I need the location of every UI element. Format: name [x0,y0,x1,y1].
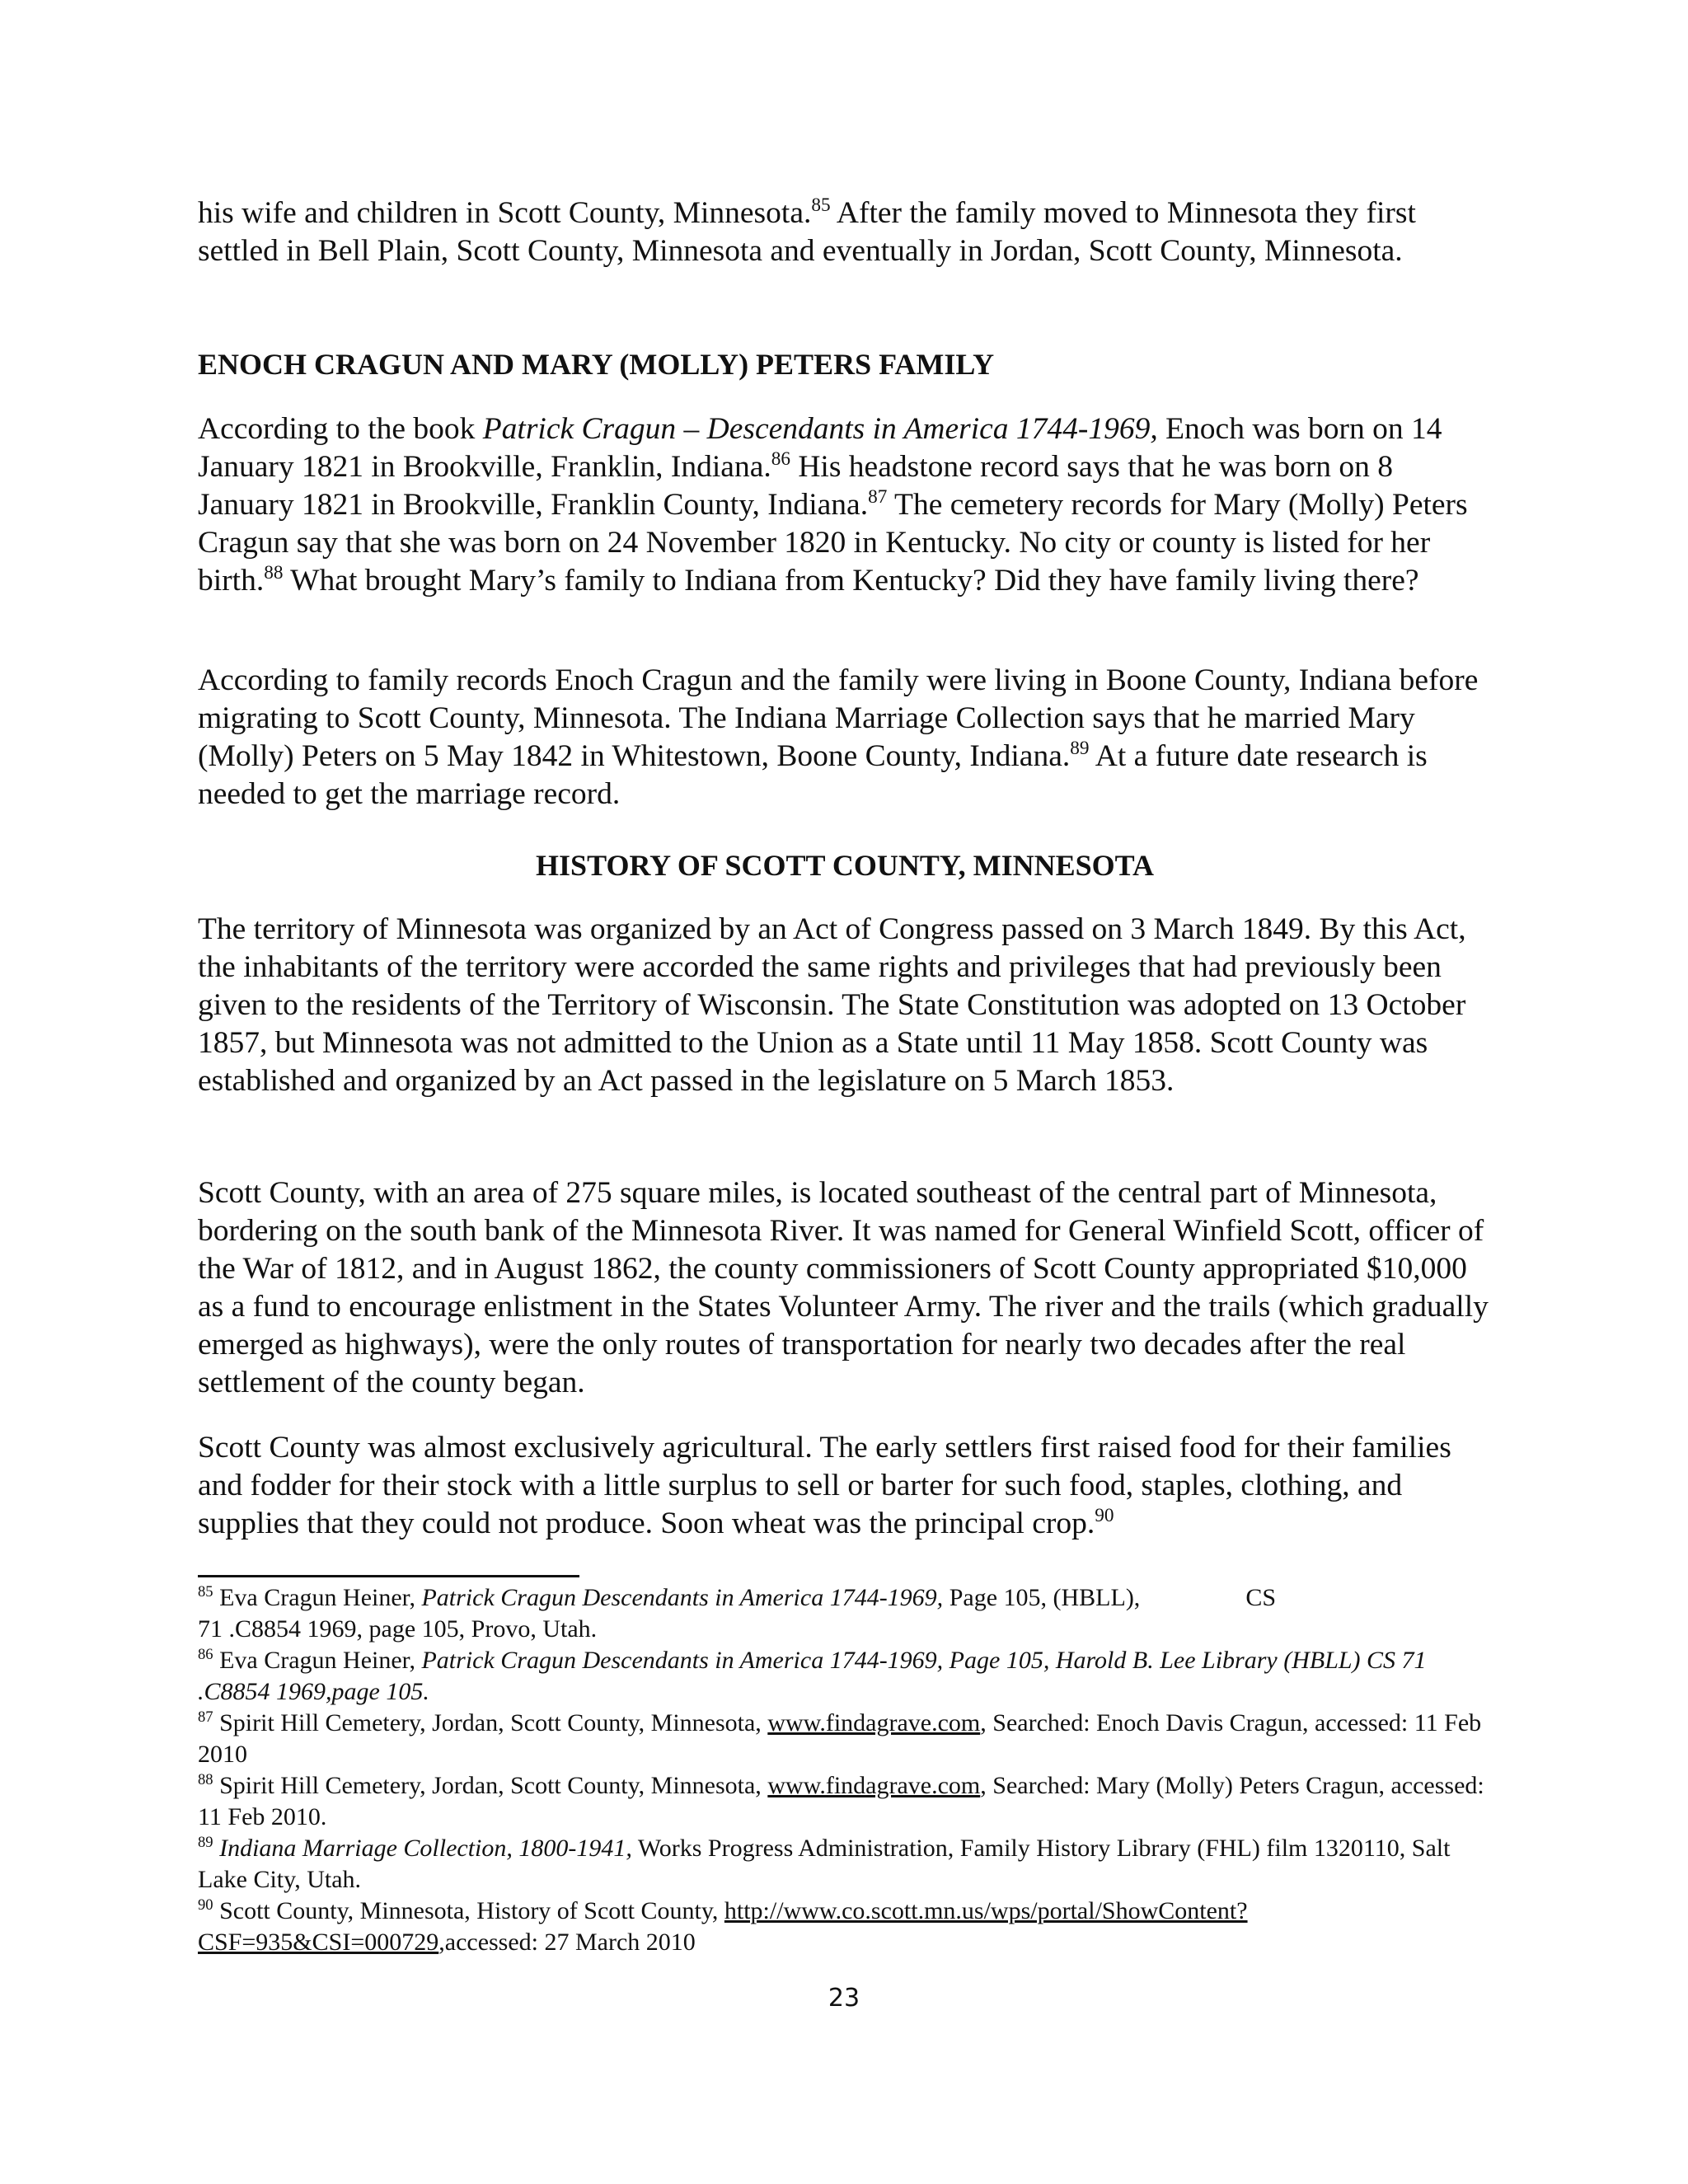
footnote-text: ,accessed: 27 March 2010 [438,1929,696,1956]
paragraph-text: Scott County was almost exclusively agricultural. The early settlers first raised food for their families and fodder for their stock with a little surplus to sell or barter for such food, staples, clothing, and supplies that they could not produce. Soon wheat was the principal crop. [198,1431,1451,1540]
paragraph-text: The cemetery records for Mary (Molly) Peters Cragun say that she was born on 24 November 1820 in Kentucky. No city or county is listed for her birth. [198,488,1468,598]
section-heading-family: ENOCH CRAGUN AND MARY (MOLLY) PETERS FAMILY [198,348,995,381]
footnote-text: CS [1245,1584,1277,1611]
paragraph-area: Scott County, with an area of 275 square miles, is located southeast of the central part of Minnesota, bordering on the south bank of the Minnesota River. It was named for General Winfield Scott, officer of the War of 1812, and in August 1862, the county commissioners of Scott County appropriated $10,000 as a fund to encourage enlistment in the States Volunteer Army. The river and the trails (which gradually emerged as highways), were the only routes of transportation for nearly two decades after the real settlement of the county began. [198,1176,1489,1399]
footnotes [198,1582,1492,1958]
footnote-text: Works Progress Administration, Family History Library (FHL) film 1320110, Salt Lake City, Utah. [198,1835,1451,1893]
footnote-88 [198,1770,1492,1833]
footnote-ref-90[interactable]: 90 [1095,1505,1114,1527]
footnote-text: Eva Cragun Heiner, [213,1584,422,1611]
paragraph-birth [198,410,1492,600]
footnote-90 [198,1896,1492,1958]
paragraph-text: Enoch was born on 14 January 1821 in Brookville, Franklin, Indiana. [198,412,1442,484]
footnote-text: Eva Cragun Heiner, [213,1647,422,1674]
footnote-ref-86[interactable]: 86 [771,448,790,471]
footnote-text: Page 105, (HBLL), [943,1584,1141,1611]
footnote-86 [198,1645,1492,1708]
footnote-number: 86 [198,1645,213,1663]
footnote-number: 85 [198,1582,213,1601]
footnote-text: Spirit Hill Cemetery, Jordan, Scott County, Minnesota, [213,1772,768,1799]
paragraph-text: According to the book [198,412,483,446]
footnote-85 [198,1582,1492,1645]
footnote-link[interactable]: www.findagrave.com [767,1772,981,1799]
paragraph-family-move [198,194,1492,270]
footnote-number: 89 [198,1833,213,1851]
page-number: 23 [828,1984,860,2013]
footnote-number: 90 [198,1896,213,1914]
book-title: Patrick Cragun – Descendants in America 1744-1969, [482,412,1158,446]
paragraph-text: his wife and children in Scott County, Minnesota. [198,196,812,230]
paragraph-text: His headstone record says that he was born on 8 January 1821 in Brookville, Franklin County, Indiana. [198,450,1394,522]
footnote-title: Patrick Cragun Descendants in America 1744-1969, Page 105, Harold B. Lee Library (HBLL) CS 71 .C8854 1969,page 105. [198,1647,1427,1705]
footnote-ref-88[interactable]: 88 [264,562,284,584]
footnote-ref-89[interactable]: 89 [1070,738,1090,760]
footnote-text: , Searched: Mary (Molly) Peters Cragun, accessed: 11 Feb 2010. [198,1772,1484,1830]
paragraph-territory: The territory of Minnesota was organized by an Act of Congress passed on 3 March 1849. By this Act, the inhabitants of the territory were accorded the same rights and privileges that had previously been given to the residents of the Territory of Wisconsin. The State Constitution was adopted on 13 October 1857, but Minnesota was not admitted to the Union as a State until 11 May 1858. Scott County was established and organized by an Act passed in the legislature on 5 March 1853. [198,912,1466,1098]
footnote-ref-87[interactable]: 87 [868,486,888,509]
footnote-link[interactable]: www.findagrave.com [767,1709,981,1736]
paragraph-marriage [198,662,1492,813]
footnote-text: Scott County, Minnesota, History of Scott County, [213,1897,724,1924]
footnote-87 [198,1708,1492,1770]
footnote-ref-85[interactable]: 85 [811,194,831,217]
section-heading-history: HISTORY OF SCOTT COUNTY, MINNESOTA [536,849,1154,882]
footnote-title: Patrick Cragun Descendants in America 1744-1969, [421,1584,944,1611]
footnote-title: Indiana Marriage Collection, 1800-1941, [213,1835,632,1862]
footnote-text: , Searched: Enoch Davis Cragun, accessed: 11 Feb 2010 [198,1709,1482,1768]
footnote-number: 88 [198,1770,213,1788]
paragraph-text: At a future date research is needed to get the marriage record. [198,739,1428,811]
footnote-number: 87 [198,1708,213,1726]
paragraph-text: What brought Mary’s family to Indiana from Kentucky? Did they have family living there? [283,564,1419,598]
paragraph-agriculture [198,1429,1492,1543]
footnote-separator [198,1575,579,1577]
footnote-link[interactable]: http://www.co.scott.mn.us/wps/portal/ShowContent?CSF=935&CSI=000729 [198,1897,1248,1956]
footnote-text: Spirit Hill Cemetery, Jordan, Scott County, Minnesota, [213,1709,768,1736]
footnote-text: 71 .C8854 1969, page 105, Provo, Utah. [198,1615,598,1643]
paragraph-text: After the family moved to Minnesota they first settled in Bell Plain, Scott County, Minnesota and eventually in Jordan, Scott County, Minnesota. [198,196,1416,268]
footnote-89 [198,1833,1492,1896]
paragraph-text: According to family records Enoch Cragun and the family were living in Boone County, Indiana before migrating to Scott County, Minnesota. The Indiana Marriage Collection says that he married Mary (Molly) Peters on 5 May 1842 in Whitestown, Boone County, Indiana. [198,663,1479,773]
